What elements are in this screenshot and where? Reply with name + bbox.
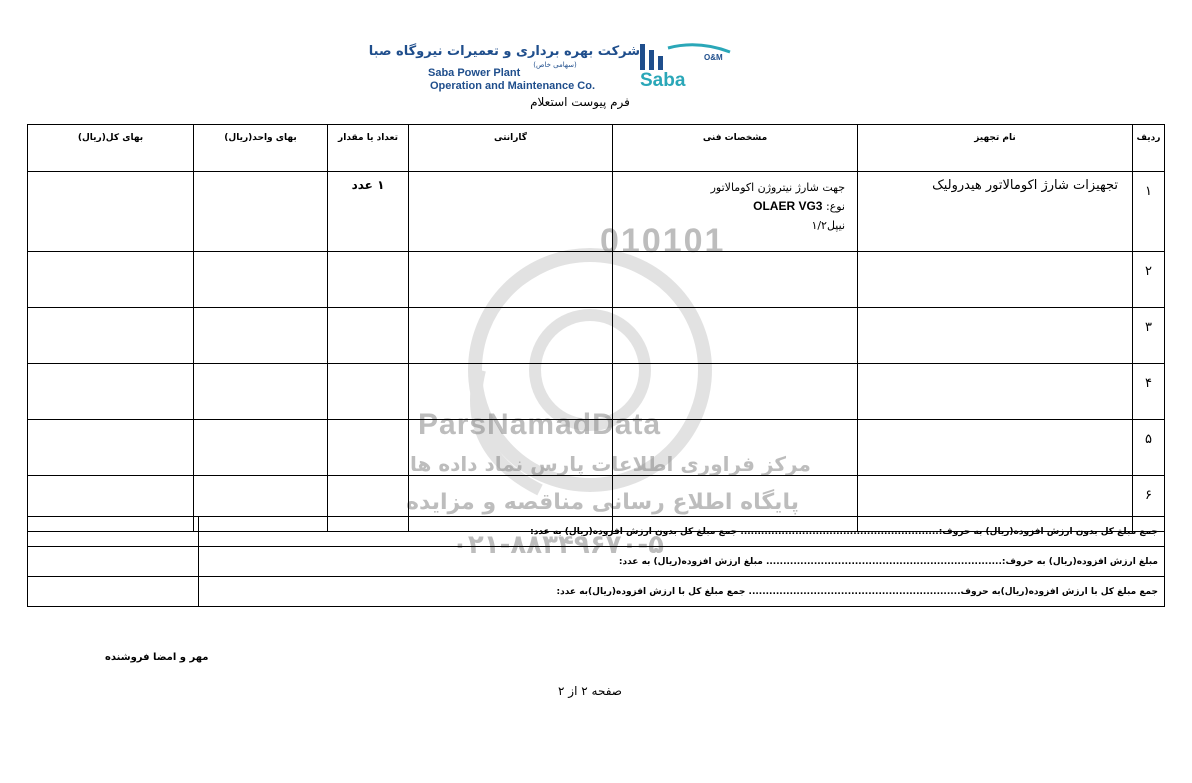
table-header-row [28, 125, 1165, 172]
total-price-cell[interactable] [28, 308, 194, 364]
logo-text: Saba [640, 70, 686, 90]
unit-price-cell[interactable] [194, 252, 328, 308]
technical-spec[interactable] [613, 308, 858, 364]
watermark-phone: ۰۲۱-۸۸۳۴۹۶۷۰-۵ [452, 530, 665, 560]
header-warranty: گارانتی [409, 125, 613, 172]
total-without-vat-value[interactable] [28, 517, 199, 547]
row-number: ۵ [1133, 420, 1165, 476]
unit-price-cell[interactable] [194, 364, 328, 420]
warranty-cell[interactable] [409, 420, 613, 476]
technical-spec[interactable] [613, 252, 858, 308]
row-number: ۳ [1133, 308, 1165, 364]
total-without-vat-label: جمع مبلغ کل بدون ارزش افزوده(ریال) به حروف:.......................................................... جمع مبلغ کل بدون ارزش افزوده(ریال) به عدد: [199, 517, 1165, 547]
page-number: صفحه ۲ از ۲ [558, 684, 622, 698]
warranty-cell[interactable] [409, 308, 613, 364]
row-number: ۲ [1133, 252, 1165, 308]
quantity-cell[interactable] [328, 308, 409, 364]
vat-amount-value[interactable] [28, 547, 199, 577]
header-technical-spec: مشخصات فنی [613, 125, 858, 172]
total-with-vat-label: جمع مبلغ کل با ارزش افزوده(ریال)به حروف.............................................................. جمع مبلغ کل با ارزش افزوده(ریال)به عدد: [199, 577, 1165, 607]
table-row [28, 172, 1165, 252]
spec-type-label: نوع: [825, 200, 845, 213]
watermark-brand: ParsNamadData [418, 408, 662, 441]
technical-spec[interactable] [613, 364, 858, 420]
spec-type-value: OLAER VG3 [753, 199, 823, 213]
table-row [28, 364, 1165, 420]
spec-type-line [613, 197, 845, 216]
quantity-cell[interactable] [328, 420, 409, 476]
watermark-line2: پایگاه اطلاع رسانی مناقصه و مزایده [406, 490, 799, 515]
row-number: ۴ [1133, 364, 1165, 420]
total-price-cell[interactable] [28, 420, 194, 476]
row-number: ۱ [1133, 172, 1165, 252]
header-equipment-name: نام تجهیز [858, 125, 1133, 172]
table-row [28, 308, 1165, 364]
equipment-name[interactable] [858, 252, 1133, 308]
form-title: فرم پیوست استعلام [530, 95, 630, 109]
technical-spec [613, 172, 858, 252]
saba-logo-icon [638, 42, 734, 90]
unit-price-cell[interactable] [194, 308, 328, 364]
header-total-price: بهای کل(ریال) [28, 125, 194, 172]
totals-row [28, 577, 1165, 607]
seller-seal-label: مهر و امضا فروشنده [105, 652, 209, 663]
total-price-cell[interactable] [28, 252, 194, 308]
header-quantity: تعداد یا مقدار [328, 125, 409, 172]
company-name-fa: شرکت بهره برداری و تعمیرات نیروگاه صبا [368, 44, 640, 59]
logo-badge: O&M [704, 53, 723, 62]
equipment-name[interactable] [858, 420, 1133, 476]
company-name-fa-sub: (سهامی خاص) [533, 61, 577, 69]
table-row [28, 252, 1165, 308]
total-price-cell[interactable] [28, 364, 194, 420]
quantity-cell: ۱ عدد [328, 172, 409, 252]
totals-row [28, 547, 1165, 577]
quantity-cell[interactable] [328, 364, 409, 420]
warranty-cell[interactable] [409, 252, 613, 308]
table-row [28, 420, 1165, 476]
equipment-name[interactable] [858, 364, 1133, 420]
total-price-cell[interactable] [28, 172, 194, 252]
company-name-en-line1: Saba Power Plant [428, 67, 521, 79]
company-name-en-line2: Operation and Maintenance Co. [430, 80, 596, 92]
totals-row [28, 517, 1165, 547]
totals-table [27, 516, 1165, 607]
watermark-digits: 010101 [600, 222, 726, 260]
header-unit-price: بهای واحد(ریال) [194, 125, 328, 172]
equipment-name[interactable] [858, 308, 1133, 364]
vat-amount-label: مبلغ ارزش افزوده(ریال) به حروف:..................................................................... مبلغ ارزش افزوده(ریال) به عدد: [199, 547, 1165, 577]
spec-line-3: نیپل۱/۲ [811, 219, 845, 232]
items-table [27, 124, 1165, 532]
quantity-cell[interactable] [328, 252, 409, 308]
warranty-cell[interactable] [409, 364, 613, 420]
equipment-name: تجهیزات شارژ اکومالاتور هیدرولیک [858, 172, 1133, 252]
header-row-number: ردیف [1133, 125, 1165, 172]
row-number: ۶ [1133, 476, 1165, 532]
warranty-cell[interactable] [409, 172, 613, 252]
technical-spec[interactable] [613, 420, 858, 476]
unit-price-cell[interactable] [194, 420, 328, 476]
spec-line-1: جهت شارژ نیتروژن اکومالاتور [710, 181, 845, 194]
total-with-vat-value[interactable] [28, 577, 199, 607]
unit-price-cell[interactable] [194, 172, 328, 252]
watermark-line1: مرکز فراوری اطلاعات پارس نماد داده ها [410, 452, 811, 476]
